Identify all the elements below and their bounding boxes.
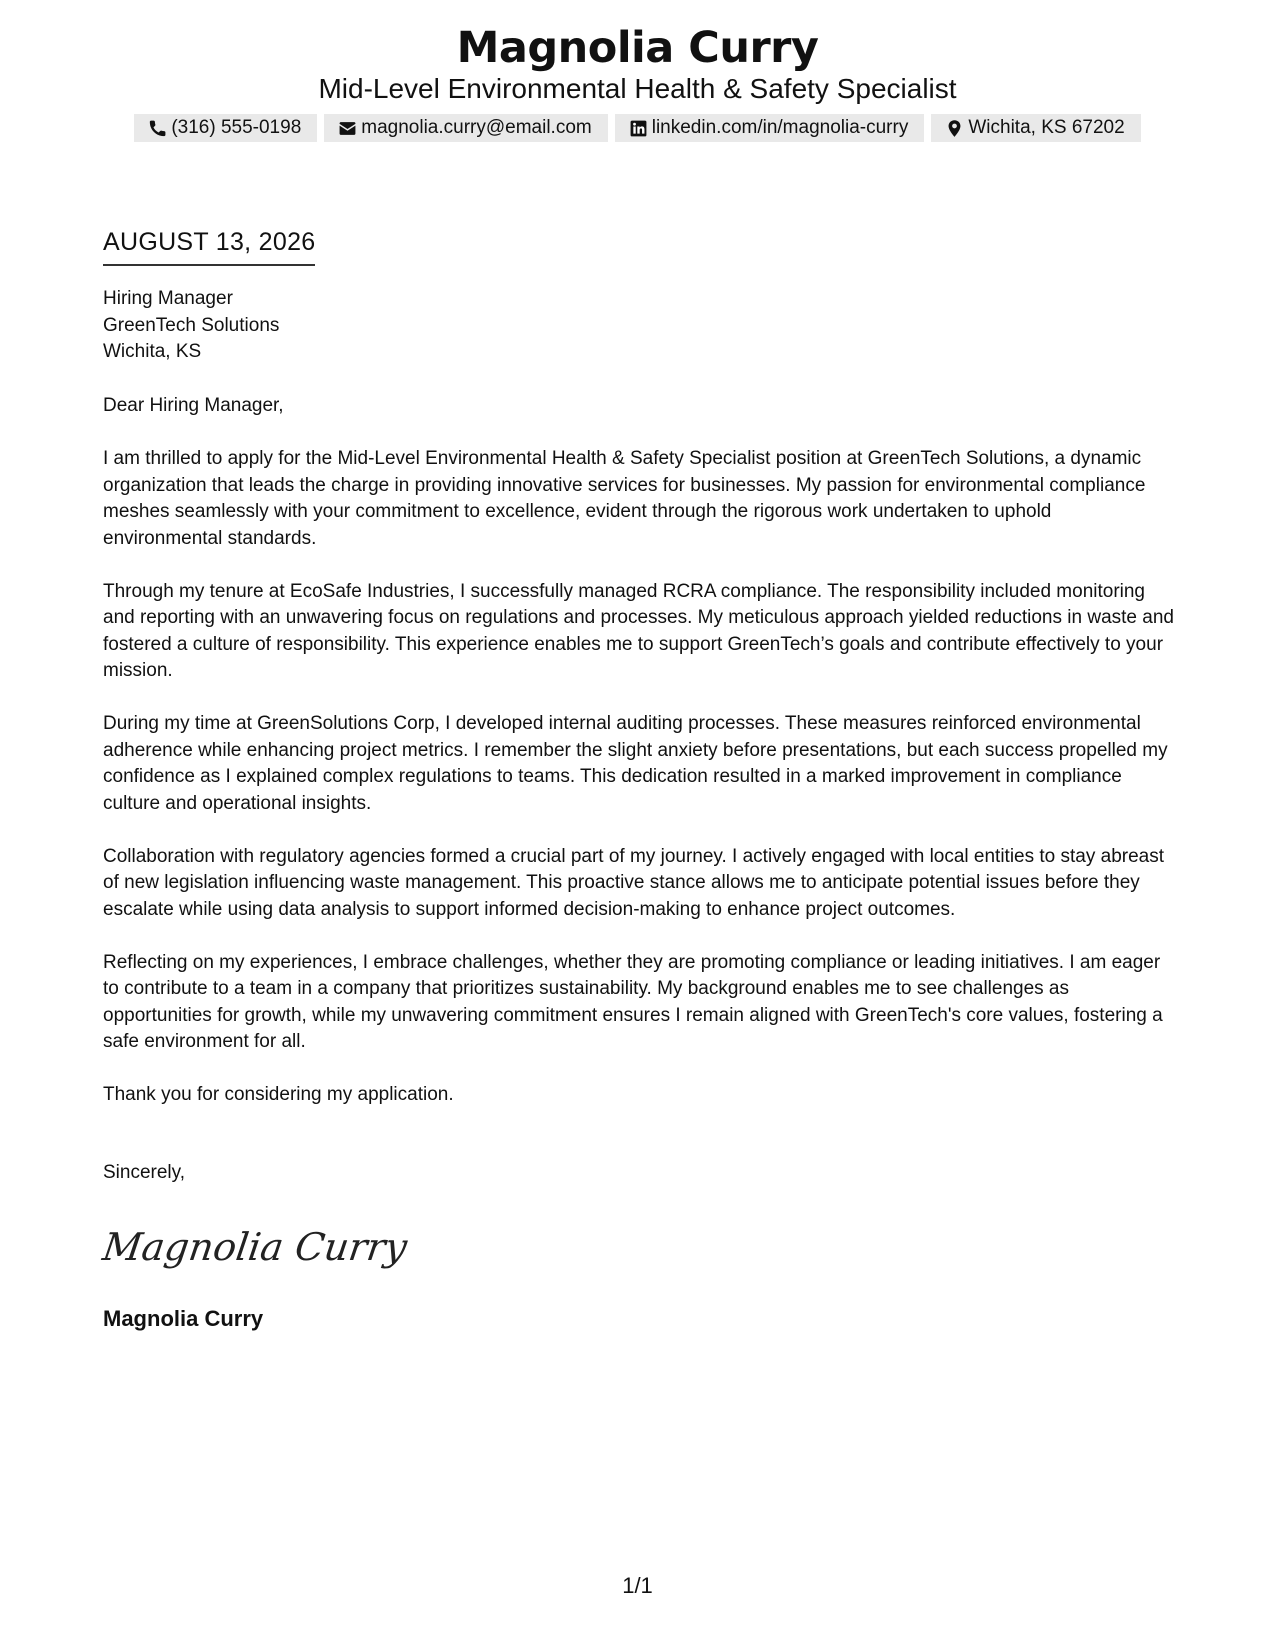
email-text: magnolia.curry@email.com — [361, 117, 592, 138]
contact-email — [324, 114, 607, 142]
linkedin-icon — [629, 119, 648, 138]
page-number: 1/1 — [622, 1573, 653, 1598]
handwritten-signature — [99, 1220, 410, 1280]
letter-header — [0, 22, 1275, 142]
contact-location — [931, 114, 1140, 142]
applicant-name: Magnolia Curry — [456, 23, 819, 73]
recipient-title: Hiring Manager — [103, 288, 233, 309]
letter-body — [103, 393, 1175, 1135]
recipient-location: Wichita, KS — [103, 341, 202, 362]
contact-bar — [0, 114, 1275, 142]
salutation: Dear Hiring Manager, — [103, 395, 284, 416]
phone-icon — [148, 119, 167, 138]
contact-linkedin — [615, 114, 925, 142]
paragraph: During my time at GreenSolutions Corp, I developed internal auditing processes. These measures reinforced environmental adherence while enhancing project metrics. I remember the slight anxiety before presentations, but each success propelled my confidence as I explained complex regulations to teams. This dedication resulted in a marked improvement in compliance culture and operational insights. — [103, 713, 1168, 814]
paragraph: Through my tenure at EcoSafe Industries, I successfully managed RCRA compliance. The responsibility included monitoring and reporting with an unwavering focus on regulations and processes. My meticulous approach yielded reductions in waste and fostered a culture of responsibility. This experience enables me to support GreenTech’s goals and contribute effectively to your mission. — [103, 580, 1174, 681]
contact-phone — [134, 114, 317, 142]
job-title: Mid-Level Environmental Health & Safety Specialist — [318, 73, 957, 104]
recipient-block — [103, 286, 279, 366]
phone-text: (316) 555-0198 — [171, 117, 302, 138]
letter-date: AUGUST 13, 2026 — [103, 226, 315, 266]
envelope-icon — [338, 119, 357, 138]
linkedin-text: linkedin.com/in/magnolia-curry — [651, 117, 909, 138]
closing: Sincerely, — [103, 1162, 186, 1183]
map-marker-icon — [945, 119, 964, 138]
paragraph: I am thrilled to apply for the Mid-Level Environmental Health & Safety Specialist position at GreenTech Solutions, a dynamic organization that leads the charge in providing innovative services for businesses. My passion for environmental compliance meshes seamlessly with your commitment to excellence, evident through the rigorous work undertaken to uphold environmental standards. — [103, 448, 1146, 549]
paragraph: Collaboration with regulatory agencies formed a crucial part of my journey. I actively engaged with local entities to stay abreast of new legislation influencing waste management. This proactive stance allows me to anticipate potential issues before they escalate while using data analysis to support informed decision-making to enhance project outcomes. — [103, 845, 1165, 920]
recipient-company: GreenTech Solutions — [103, 314, 280, 336]
thank-you-line: Thank you for considering my application. — [103, 1084, 454, 1105]
svg-text:Magnolia Curry: Magnolia Curry — [99, 1226, 410, 1270]
location-text: Wichita, KS 67202 — [968, 117, 1125, 138]
signed-name: Magnolia Curry — [103, 1306, 264, 1331]
paragraph: Reflecting on my experiences, I embrace challenges, whether they are promoting compliance or leading initiatives. I am eager to contribute to a team in a company that prioritizes sustainability. My background enables me to see challenges as opportunities for growth, while my unwavering commitment ensures I remain aligned with GreenTech's core values, fostering a safe environment for all. — [103, 951, 1163, 1052]
